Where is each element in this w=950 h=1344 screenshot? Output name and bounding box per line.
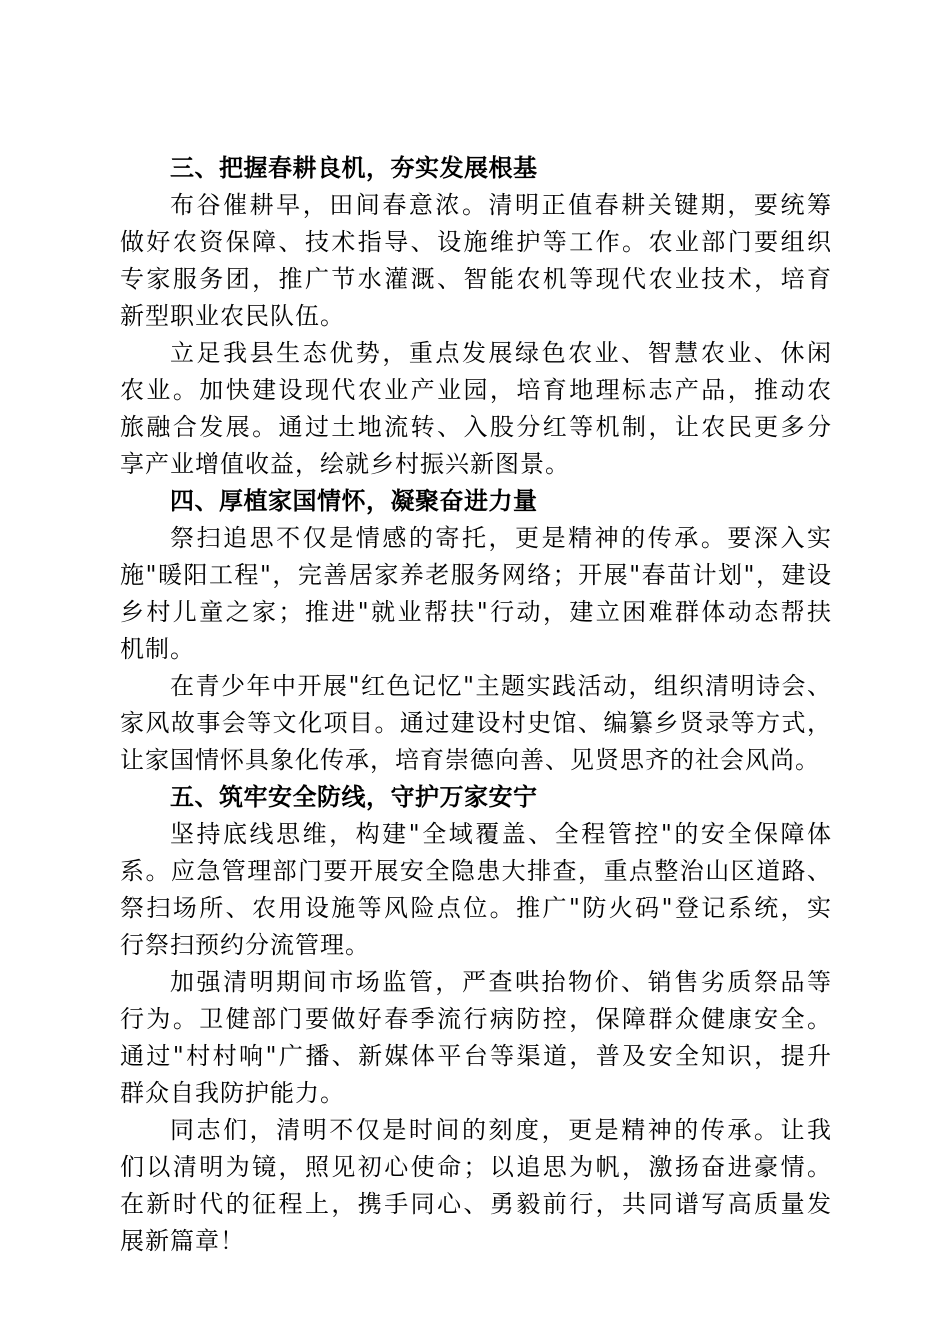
paragraph bbox=[120, 335, 832, 483]
paragraph bbox=[120, 964, 832, 1112]
text-line: 在新时代的征程上，携手同心、勇毅前行，共同谱写高质量发 bbox=[120, 1190, 832, 1218]
text-line: 祭扫追思不仅是情感的寄托，更是精神的传承。要深入实 bbox=[170, 524, 832, 552]
text-line: 新型职业农民队伍。 bbox=[120, 302, 345, 330]
text-line: 家风故事会等文化项目。通过建设村史馆、编纂乡贤录等方式， bbox=[120, 709, 832, 737]
paragraph bbox=[120, 816, 832, 964]
paragraph bbox=[120, 187, 832, 335]
section bbox=[120, 150, 832, 483]
text-line: 通过"村村响"广播、新媒体平台等渠道，普及安全知识，提升 bbox=[120, 1042, 832, 1070]
text-line: 乡村儿童之家；推进"就业帮扶"行动，建立困难群体动态帮扶 bbox=[120, 598, 832, 626]
text-line: 农业。加快建设现代农业产业园，培育地理标志产品，推动农 bbox=[120, 376, 832, 404]
text-line: 享产业增值收益，绘就乡村振兴新图景。 bbox=[120, 450, 570, 478]
text-line: 同志们，清明不仅是时间的刻度，更是精神的传承。让我 bbox=[170, 1116, 832, 1144]
paragraph bbox=[120, 668, 832, 779]
paragraph bbox=[120, 520, 832, 668]
text-line: 行为。卫健部门要做好春季流行病防控，保障群众健康安全。 bbox=[120, 1005, 832, 1033]
text-line: 祭扫场所、农用设施等风险点位。推广"防火码"登记系统，实 bbox=[120, 894, 832, 922]
text-line: 施"暖阳工程"，完善居家养老服务网络；开展"春苗计划"，建设 bbox=[120, 561, 832, 589]
text-line: 坚持底线思维，构建"全域覆盖、全程管控"的安全保障体 bbox=[170, 820, 832, 848]
text-line: 加强清明期间市场监管，严查哄抬物价、销售劣质祭品等 bbox=[170, 968, 832, 996]
text-line: 们以清明为镜，照见初心使命；以追思为帆，激扬奋进豪情。 bbox=[120, 1153, 832, 1181]
section bbox=[120, 483, 832, 779]
text-line: 群众自我防护能力。 bbox=[120, 1079, 345, 1107]
text-line: 展新篇章！ bbox=[120, 1227, 245, 1255]
closing-paragraph bbox=[120, 1112, 832, 1260]
text-line: 立足我县生态优势，重点发展绿色农业、智慧农业、休闲 bbox=[170, 339, 832, 367]
text-line: 机制。 bbox=[120, 635, 195, 663]
section-heading: 五、筑牢安全防线，守护万家安宁 bbox=[170, 783, 538, 811]
text-line: 布谷催耕早，田间春意浓。清明正值春耕关键期，要统筹 bbox=[170, 191, 832, 219]
text-line: 做好农资保障、技术指导、设施维护等工作。农业部门要组织 bbox=[120, 228, 832, 256]
section-heading: 四、厚植家国情怀，凝聚奋进力量 bbox=[170, 487, 538, 515]
section-heading: 三、把握春耕良机，夯实发展根基 bbox=[170, 154, 538, 182]
text-line: 在青少年中开展"红色记忆"主题实践活动，组织清明诗会、 bbox=[170, 672, 832, 700]
text-line: 行祭扫预约分流管理。 bbox=[120, 931, 370, 959]
text-line: 旅融合发展。通过土地流转、入股分红等机制，让农民更多分 bbox=[120, 413, 832, 441]
text-line: 让家国情怀具象化传承，培育崇德向善、见贤思齐的社会风尚。 bbox=[120, 746, 820, 774]
text-line: 专家服务团，推广节水灌溉、智能农机等现代农业技术，培育 bbox=[120, 265, 832, 293]
text-line: 系。应急管理部门要开展安全隐患大排查，重点整治山区道路、 bbox=[120, 857, 832, 885]
document-body bbox=[120, 150, 832, 1260]
section bbox=[120, 779, 832, 1260]
